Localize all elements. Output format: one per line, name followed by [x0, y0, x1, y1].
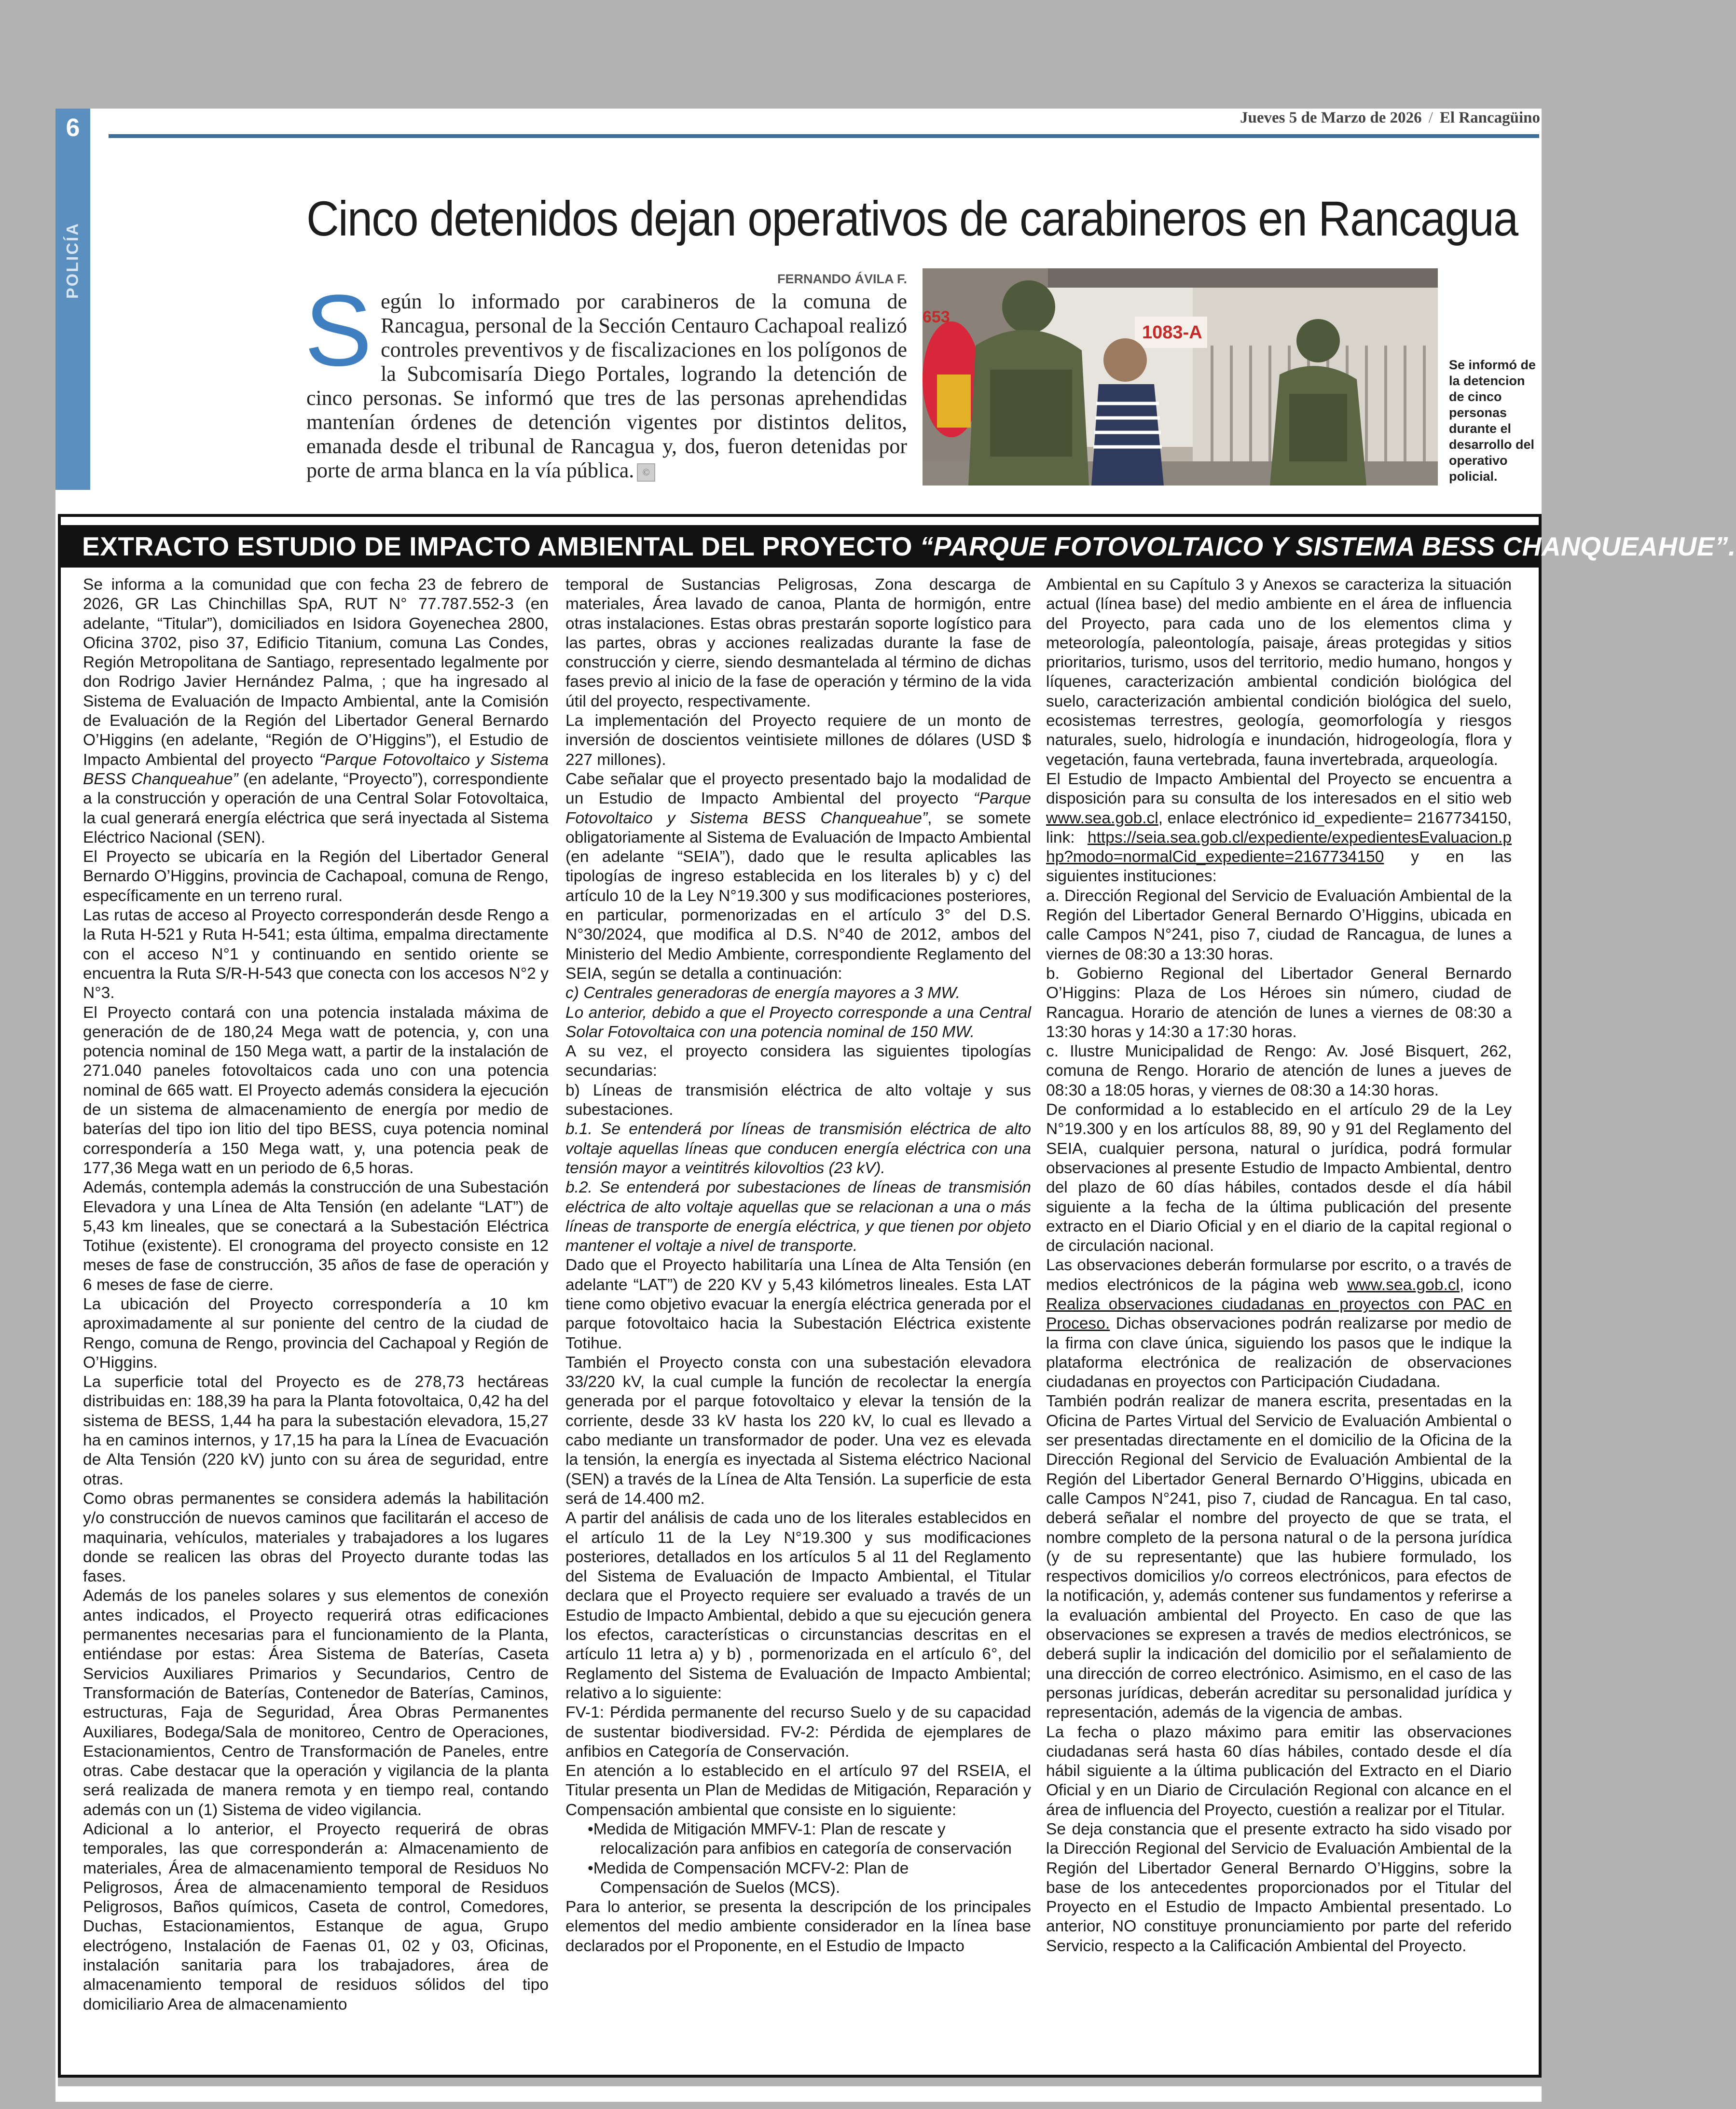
paragraph: c. Ilustre Municipalidad de Rengo: Av. José Bisquert, 262, comuna de Rengo. Horario de atención de lunes a jueves de 08:30 a 18:05 horas, y viernes de 08:30 a 14:30 horas.	[1046, 1042, 1512, 1099]
paragraph	[83, 575, 549, 847]
paragraph: A su vez, el proyecto considera las siguientes tipologías secundarias:	[565, 1042, 1031, 1080]
text: Se informa a la comunidad que con fecha 23 de febrero de 2026, GR Las Chinchillas SpA, RUT N° 77.787.552-3 (en adelante, “Titular”), domiciliados en Isidora Goyenechea 2800, Oficina 3702, piso 37, Edificio Titanium, comuna Las Condes, Región Metropolitana de Santiago, representado legalmente por don Rodrigo Javier Hernández Palma, ; que ha ingresado al Sistema de Evaluación de Impacto Ambiental, ante la Comisión de Evaluación de la Región del Libertador General Bernardo O’Higgins (en adelante, “Región de O’Higgins”), el Estudio de Impacto Ambiental del proyecto	[83, 576, 549, 769]
text: , icono	[1459, 1276, 1512, 1294]
paragraph: A partir del análisis de cada uno de los literales establecidos en el artículo 11 de la Ley N°19.300 y sus modificaciones posteriores, detallados en los artículos 5 al 11 del Reglamento del Sistema de Evaluación de Impacto Ambiental, el Titular declara que el Proyecto requiere ser evaluado a través de un Estudio de Impacto Ambiental, debido a que su ejecución genera los efectos, características o circunstancias descritas en el artículo 11 letra a) y b) , pormenorizada en el artículo 6°, del Reglamento del Sistema de Evaluación de Impacto Ambiental; relativo a lo siguiente:	[565, 1509, 1031, 1702]
header-rule	[109, 134, 1539, 138]
extract-title-project: “PARQUE FOTOVOLTAICO Y SISTEMA BESS CHANQUEAHUE”.	[920, 531, 1736, 561]
paragraph: b) Líneas de transmisión eléctrica de alto voltaje y sus subestaciones.	[565, 1081, 1031, 1119]
extract-column-3	[1046, 575, 1512, 1956]
project-name: “Parque Fotovoltaico y Sistema BESS Chanqueahue”	[565, 790, 1031, 827]
section-label: POLICÍA	[63, 222, 82, 299]
paragraph: Para lo anterior, se presenta la descripción de los principales elementos del medio ambiente considerador en la línea base declarados por el Proponente, en el Estudio de Impacto	[565, 1898, 1031, 1955]
article-byline: FERNANDO ÁVILA F.	[777, 272, 907, 286]
police-operation-photo	[923, 268, 1438, 486]
sea-website-link[interactable]: www.sea.gob.cl	[1347, 1276, 1460, 1294]
photo-sign-653: 653	[923, 308, 950, 326]
paragraph: La implementación del Proyecto requiere de un monto de inversión de doscientos veintisiete millones de dólares (USD $ 227 millones).	[565, 712, 1031, 769]
end-of-article-icon: ©	[637, 463, 655, 482]
paragraph: a. Dirección Regional del Servicio de Evaluación Ambiental de la Región del Libertador General Bernardo O’Higgins, ubicada en calle Campos N°241, piso 7, ciudad de Rancagua, de lunes a viernes de 08:30 a 13:30 horas.	[1046, 887, 1512, 963]
text: Dichas observaciones podrán realizarse por medio de la firma con clave única, siguiendo los pasos que le indique la plataforma electrónica de realización de observaciones ciudadanas en proyectos con Participación Ciudadana.	[1046, 1315, 1512, 1391]
list-item-continued: Compensación de Suelos (MCS).	[600, 1878, 840, 1897]
paragraph: Además, contempla además la construcción de una Subestación Elevadora y una Línea de Alta Tensión (en adelante “LAT”) de 5,43 km lineales, que se conectará a la Subestación Eléctrica Totihue (existente). El cronograma del proyecto consiste en 12 meses de fase de construcción, 35 años de fase de operación y 6 meses de fase de cierre.	[83, 1179, 549, 1294]
article-title: Cinco detenidos dejan operativos de carabineros en Rancagua	[306, 191, 1518, 246]
paragraph: Adicional a lo anterior, el Proyecto requerirá de obras temporales, las que corresponderán a: Almacenamiento de materiales, Área de almacenamiento temporal de Residuos No Peligrosos, Área de almacenamiento temporal de Residuos Peligrosos, Baños químicos, Caseta de control, Comedores, Duchas, Estacionamientos, Estanque de agua, Grupo electrógeno, Instalación de Faenas 01, 02 y 03, Oficinas, instalación sanitaria para los trabajadores, área de almacenamiento temporal de residuos sólidos del tipo domiciliario Area de almacenamiento	[83, 1820, 549, 2013]
pac-observations-link[interactable]: Realiza observaciones ciudadanas en proyectos con PAC en Proceso.	[1046, 1295, 1512, 1333]
list-item: •Medida de Compensación MCFV-2: Plan de	[588, 1859, 909, 1877]
paragraph: temporal de Sustancias Peligrosas, Zona descarga de materiales, Área lavado de canoa, Planta de hormigón, entre otras instalaciones. Estas obras prestarán soporte logístico para las partes, obras y acciones realizadas durante la fase de construcción y cierre, siendo desmantelada al término de dichas fases previo al inicio de la fase de operación y término de la vida útil del proyecto, respectivamente.	[565, 576, 1031, 710]
page-bottom-margin	[58, 2078, 1542, 2086]
expediente-link[interactable]: https://seia.sea.gob.cl/expediente/expedientesEvaluacion.php?modo=normalCid_expediente=2167734150	[1046, 828, 1512, 866]
paragraph: También podrán realizar de manera escrita, presentadas en la Oficina de Partes Virtual del Servicio de Evaluación Ambiental o ser presentadas directamente en el domicilio de la Oficina de la Dirección Regional del Servicio de Evaluación Ambiental de la Región del Libertador General Bernardo O’Higgins, ubicada en calle Campos N°241, piso 7, ciudad de Rancagua. En tal caso, deberá señalar el nombre del proyecto de que se trata, el nombre completo de la persona natural o de la persona jurídica (y de su representante) que las hubiere formulado, los respectivos domicilios y/o correos electrónicos, para efectos de la notificación, y, además contener sus fundamentos y referirse a la evaluación ambiental del Proyecto. En caso de que las observaciones se expresen a través de medios electrónicos, se deberá suplir la indicación del domicilio por el señalamiento de una dirección de correo electrónico. Asimismo, en el caso de las personas jurídicas, deberán acreditar su personalidad jurídica y representación, además de la vigencia de ambas.	[1046, 1392, 1512, 1722]
drop-cap: S	[304, 274, 372, 387]
text: Las observaciones deberán formularse por escrito, o a través de medios electrónicos de la página web	[1046, 1256, 1512, 1294]
paragraph: De conformidad a lo establecido en el artículo 29 de la Ley N°19.300 y en los artículos 88, 89, 90 y 91 del Reglamento del SEIA, cualquier persona, natural o jurídica, podrá formular observaciones al presente Estudio de Impacto Ambiental, dentro del plazo de 60 días hábiles, contados desde el día hábil siguiente a la fecha de la última publicación del presente extracto en el Diario Oficial y en el diario de la capital regional o de circulación nacional.	[1046, 1101, 1512, 1255]
extract-title	[58, 525, 1736, 568]
paragraph	[565, 770, 1031, 984]
article-text: egún lo informado por carabineros de la comuna de Rancagua, personal de la Sección Centauro Cachapoal realizó controles preventivos y de fiscalizaciones en los polígonos de la Subcomisaría Diego Portales, logrando la detención de cinco personas. Se informó que tres de las personas aprehendidas mantenían órdenes de detención vigentes por distintos delitos, emanada desde el tribunal de Rancagua y, dos, fueron detenidas por porte de arma blanca en la vía pública.	[306, 290, 907, 482]
dateline-separator: /	[1428, 109, 1433, 126]
dateline	[1240, 109, 1540, 127]
paragraph: Ambiental en su Capítulo 3 y Anexos se caracteriza la situación actual (línea base) del medio ambiente en el área de influencia del Proyecto, para cada uno de los elementos clima y meteorología, paleontología, paisaje, áreas protegidas y sitios prioritarios, turismo, usos del territorio, medio humano, hongos y líquenes, caracterización ambiental condición biológica del suelo, caracterización ambiental condición biológica del suelo, ecosistemas terrestres, geología, geomorfología y riesgos naturales, suelo, hidrología e inundación, hidrogeología, flora y vegetación, fauna vertebrada, fauna invertebrada, arqueología.	[1046, 576, 1512, 769]
paragraph: La fecha o plazo máximo para emitir las observaciones ciudadanas será hasta 60 días hábiles, contado desde el día hábil siguiente a la última publicación del Extracto en el Diario Oficial y en un Diario de Circulación Regional con alcance en el área de influencia del Proyecto, cuestión a realizar por el Titular.	[1046, 1723, 1512, 1819]
photo-caption: Se informó de la detencion de cinco personas durante el desarrollo del operativo policial.	[1449, 358, 1536, 484]
paragraph: La superficie total del Proyecto es de 278,73 hectáreas distribuidas en: 188,39 ha para la Planta fotovoltaica, 0,42 ha del sistema de BESS, 1,44 ha para la subestación elevadora, 15,27 ha en caminos internos, y 17,15 ha para la Línea de Evacuación de Alta Tensión (220 kV) junto con su área de seguridad, entre otras.	[83, 1373, 549, 1488]
paragraph: Se deja constancia que el presente extracto ha sido visado por la Dirección Regional del Servicio de Evaluación Ambiental de la Región del Libertador General Bernardo O’Higgins, sobre la base de los antecedentes proporcionados por el Titular del Proyecto en el Estudio de Impacto Ambiental presentado. Lo anterior, NO constituye pronunciamiento por parte del referido Servicio, respecto a la Calificación Ambiental del Proyecto.	[1046, 1820, 1512, 1955]
sea-website-link[interactable]: www.sea.gob.cl	[1046, 809, 1158, 827]
paragraph: Dado que el Proyecto habilitaría una Línea de Alta Tensión (en adelante “LAT”) de 220 KV y 5,43 kilómetros lineales. Esta LAT tiene como objetivo evacuar la energía eléctrica generada por el parque fotovoltaico hacia la Subestación Eléctrica existente Totihue.	[565, 1256, 1031, 1352]
extract-title-text: EXTRACTO ESTUDIO DE IMPACTO AMBIENTAL DEL PROYECTO	[82, 531, 920, 561]
list-item: •Medida de Mitigación MMFV-1: Plan de rescate y relocalización para anfibios en categoría de conservación	[588, 1820, 1012, 1858]
text: El Estudio de Impacto Ambiental del Proyecto se encuentra a disposición para su consulta de los interesados en el sitio web	[1046, 770, 1512, 808]
text: Cabe señalar que el proyecto presentado bajo la modalidad de un Estudio de Impacto Ambiental del proyecto	[565, 770, 1031, 808]
paragraph: Lo anterior, debido a que el Proyecto corresponde a una Central Solar Fotovoltaica con una potencia nominal de 150 MW.	[565, 1003, 1031, 1041]
text: , se somete obligatoriamente al Sistema de Evaluación de Impacto Ambiental (en adelante “SEIA”), dado que le resulta aplicables las tipologías de ingreso establecida en los literales b) y c) del artículo 10 de la Ley N°19.300 y sus modificaciones posteriores, en particular, pormenorizadas en el artículo 3° del D.S. N°30/2024, que modifica al D.S. N°40 de 2012, ambos del Ministerio del Medio Ambiente, correspondiente Reglamento del SEIA, según se detalla a continuación:	[565, 809, 1031, 983]
page-number: 6	[66, 114, 80, 142]
paragraph: b. Gobierno Regional del Libertador General Bernardo O’Higgins: Plaza de Los Héroes sin número, ciudad de Rancagua. Horario de atención de lunes a viernes de 08:30 a 13:30 horas y 14:30 a 17:30 horas.	[1046, 964, 1512, 1041]
publication-name: El Rancagüino	[1439, 109, 1540, 126]
paragraph: b.2. Se entenderá por subestaciones de líneas de transmisión eléctrica de alto voltaje aquellas que se relacionan a una o más líneas de transporte de energía eléctrica, y que tienen por objeto mantener el voltaje a nivel de transporte.	[565, 1179, 1031, 1255]
paragraph	[1046, 770, 1512, 887]
photo-sign-1083a: 1083-A	[1142, 322, 1202, 343]
article-photo	[923, 268, 1438, 486]
paragraph: Las rutas de acceso al Proyecto corresponderán desde Rengo a la Ruta H-521 y Ruta H-541; esta última, empalma directamente con el acceso N°1 y continuando en sentido oriente se encuentra la Ruta S/R-H-543 que conecta con los accesos N°2 y N°3.	[83, 906, 549, 1002]
text: y en las siguientes instituciones:	[1046, 848, 1512, 886]
paragraph: El Proyecto se ubicaría en la Región del Libertador General Bernardo O’Higgins, provincia de Cachapoal, comuna de Rengo, específicamente en un terreno rural.	[83, 848, 549, 905]
paragraph: c) Centrales generadoras de energía mayores a 3 MW.	[565, 984, 961, 1002]
text: (en adelante, “Proyecto”), correspondiente a la construcción y operación de una Central Solar Fotovoltaica, la cual generará energía eléctrica que será inyectada al Sistema Eléctrico Nacional (SEN).	[83, 770, 549, 846]
paragraph: b.1. Se entenderá por líneas de transmisión eléctrica de alto voltaje aquellas líneas que conducen energía eléctrica con una tensión mayor a veintitrés kilovoltios (23 kV).	[565, 1120, 1031, 1177]
paragraph: En atención a lo establecido en el artículo 97 del RSEIA, el Titular presenta un Plan de Medidas de Mitigación, Reparación y Compensación ambiental que consiste en lo siguiente:	[565, 1762, 1031, 1819]
paragraph: El Proyecto contará con una potencia instalada máxima de generación de de 180,24 Mega watt de potencia, y, con una potencia nominal de 150 Mega watt, a partir de la instalación de 271.040 paneles fotovoltaicos cada uno con una potencia nominal de 665 watt. El Proyecto además considera la ejecución de un sistema de almacenamiento de energía por medio de baterías del tipo ion litio del tipo BESS, cuya potencia nominal correspondería a 150 Mega watt, y, una potencia peak de 177,36 Mega watt en un periodo de 6,5 horas.	[83, 1003, 549, 1177]
paragraph: La ubicación del Proyecto correspondería a 10 km aproximadamente al sur poniente del centro de la ciudad de Rengo, comuna de Rengo, provincia del Cachapoal y Región de O’Higgins.	[83, 1295, 549, 1372]
text: , enlace electrónico id_expediente= 2167734150, link:	[1046, 809, 1512, 846]
issue-date: Jueves 5 de Marzo de 2026	[1240, 109, 1422, 126]
project-name: “Parque Fotovoltaico y Sistema BESS Chanqueahue”	[83, 750, 549, 788]
paragraph: Como obras permanentes se considera además la habilitación y/o construcción de nuevos caminos que facilitarán el acceso de maquinaria, vehículos, materiales y trabajadores a los lugares donde se realicen las obras del Proyecto durante todas las fases.	[83, 1489, 549, 1586]
paragraph	[1046, 1256, 1512, 1392]
extract-column-1	[83, 575, 549, 2014]
paragraph: FV-1: Pérdida permanente del recurso Suelo y de su capacidad de sustentar biodiversidad. FV-2: Pérdida de ejemplares de anfibios en Categoría de Conservación.	[565, 1704, 1031, 1761]
paragraph: Además de los paneles solares y sus elementos de conexión antes indicados, el Proyecto requerirá otras edificaciones permanentes necesarias para el funcionamiento de la Planta, entiéndase por estas: Área Sistema de Baterías, Caseta Servicios Auxiliares Primarios y Secundarios, Centro de Transformación de Baterías, Contenedor de Baterías, Caminos, estructuras, Faja de Seguridad, Área Obras Permanentes Auxiliares, Bodega/Sala de monitoreo, Centro de Operaciones, Estacionamientos, Centro de Transformación de Paneles, entre otras. Cabe destacar que la operación y vigilancia de la planta será realizada de manera remota y en tiempo real, contando además con un (1) Sistema de video vigilancia.	[83, 1587, 549, 1819]
paragraph: También el Proyecto consta con una subestación elevadora 33/220 kV, la cual cumple la función de recolectar la energía generada por el parque fotovoltaico y elevar la tensión de la corriente, desde 33 kV hasta los 220 kV, lo cual es llevado a cabo mediante un transformador de poder. Una vez es elevada la tensión, la energía es inyectada al Sistema eléctrico Nacional (SEN) a través de la Línea de Alta Tensión. La superficie de esta será de 14.400 m2.	[565, 1353, 1031, 1508]
extract-column-2	[565, 575, 1031, 1956]
